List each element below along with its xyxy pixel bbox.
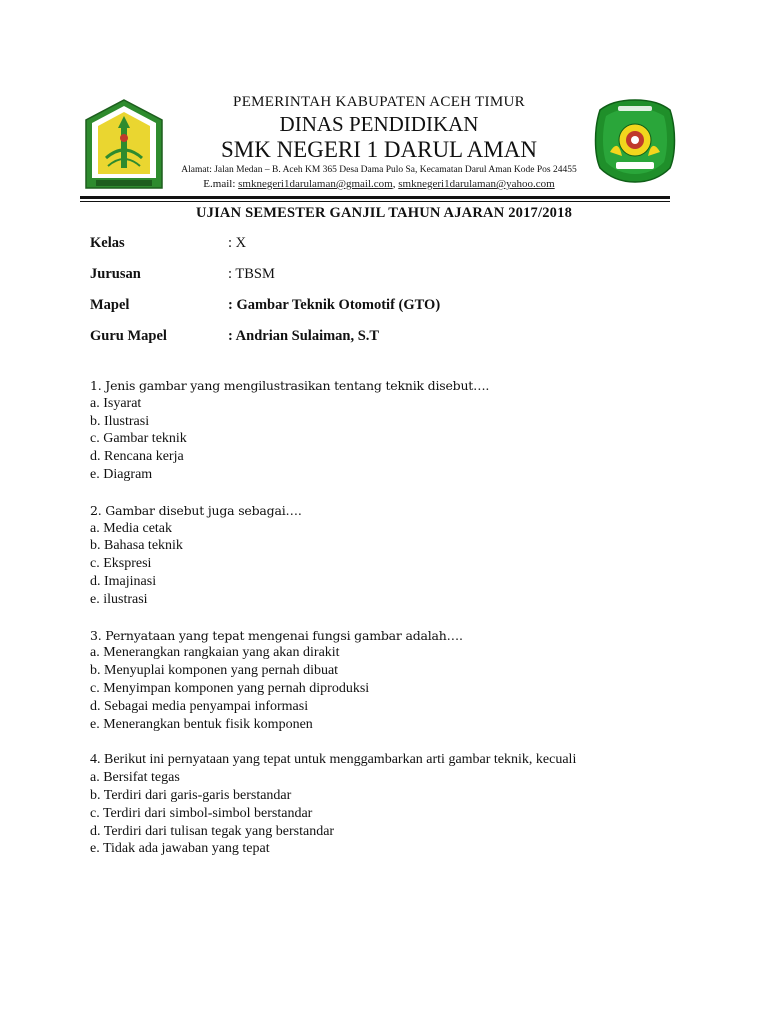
answer-option: a. Isyarat <box>90 395 142 411</box>
question-4 <box>90 751 730 858</box>
answer-option: d. Imajinasi <box>90 573 157 589</box>
letterhead-address: Alamat: Jalan Medan – B. Aceh KM 365 Desa Dama Pulo Sa, Kecamatan Darul Aman Kode Pos 24455 <box>181 165 577 175</box>
info-value: : X <box>228 235 247 251</box>
question-3 <box>90 627 730 734</box>
email-separator: , <box>392 178 396 190</box>
answer-option: b. Terdiri dari garis-garis berstandar <box>90 787 292 803</box>
email-link-gmail[interactable]: smknegeri1darulaman@gmail.com <box>238 178 393 190</box>
info-value: : Andrian Sulaiman, S.T <box>228 328 380 344</box>
answer-option: d. Sebagai media penyampai informasi <box>90 698 309 714</box>
answer-option: b. Menyuplai komponen yang pernah dibuat <box>90 663 339 679</box>
answer-option: d. Terdiri dari tulisan tegak yang berstandar <box>90 823 335 839</box>
answer-option: a. Menerangkan rangkaian yang akan dirakit <box>90 645 340 661</box>
letterhead-text <box>174 92 584 191</box>
answer-option: e. Menerangkan bentuk fisik komponen <box>90 716 313 732</box>
answer-option: d. Rencana kerja <box>90 449 184 465</box>
email-link-yahoo[interactable]: smknegeri1darulaman@yahoo.com <box>398 178 555 190</box>
answer-option: e. ilustrasi <box>90 591 148 607</box>
info-label: Mapel <box>90 297 130 313</box>
school-emblem-logo <box>592 98 678 184</box>
question-stem: 1. Jenis gambar yang mengilustrasikan tentang teknik disebut…. <box>90 378 490 393</box>
info-label: Kelas <box>90 235 125 251</box>
letterhead-government: PEMERINTAH KABUPATEN ACEH TIMUR <box>233 94 525 110</box>
letterhead-email <box>174 177 584 191</box>
answer-option: c. Menyimpan komponen yang pernah diproduksi <box>90 680 370 696</box>
question-1 <box>90 377 730 484</box>
answer-option: b. Bahasa teknik <box>90 538 183 554</box>
exam-title: UJIAN SEMESTER GANJIL TAHUN AJARAN 2017/2018 <box>195 205 573 221</box>
aceh-timur-emblem-logo <box>84 98 164 190</box>
info-label: Jurusan <box>90 266 141 282</box>
letterhead-department: DINAS PENDIDIKAN <box>279 112 479 136</box>
answer-option: e. Tidak ada jawaban yang tepat <box>90 841 270 857</box>
answer-option: c. Ekspresi <box>90 556 152 572</box>
email-label: E.mail: <box>203 178 236 190</box>
letterhead-school-name: SMK NEGERI 1 DARUL AMAN <box>220 137 538 162</box>
question-stem: 4. Berikut ini pernyataan yang tepat untuk menggambarkan arti gambar teknik, kecuali <box>90 752 577 768</box>
answer-option: a. Bersifat tegas <box>90 770 180 786</box>
question-stem: 2. Gambar disebut juga sebagai…. <box>90 502 302 518</box>
answer-option: b. Ilustrasi <box>90 413 150 429</box>
info-value: : Gambar Teknik Otomotif (GTO) <box>228 297 441 313</box>
answer-option: c. Gambar teknik <box>90 431 187 447</box>
question-list <box>90 377 730 876</box>
question-stem: 3. Pernyataan yang tepat mengenai fungsi gambar adalah…. <box>90 627 463 643</box>
answer-option: a. Media cetak <box>90 520 173 536</box>
answer-option: e. Diagram <box>90 466 153 482</box>
letterhead-rule-thick <box>80 196 670 199</box>
letterhead <box>78 88 670 200</box>
info-label: Guru Mapel <box>90 328 167 344</box>
answer-option: c. Terdiri dari simbol-simbol berstandar <box>90 805 313 821</box>
letterhead-rule-thin <box>80 201 670 202</box>
question-2 <box>90 502 730 609</box>
info-value: : TBSM <box>228 266 275 282</box>
